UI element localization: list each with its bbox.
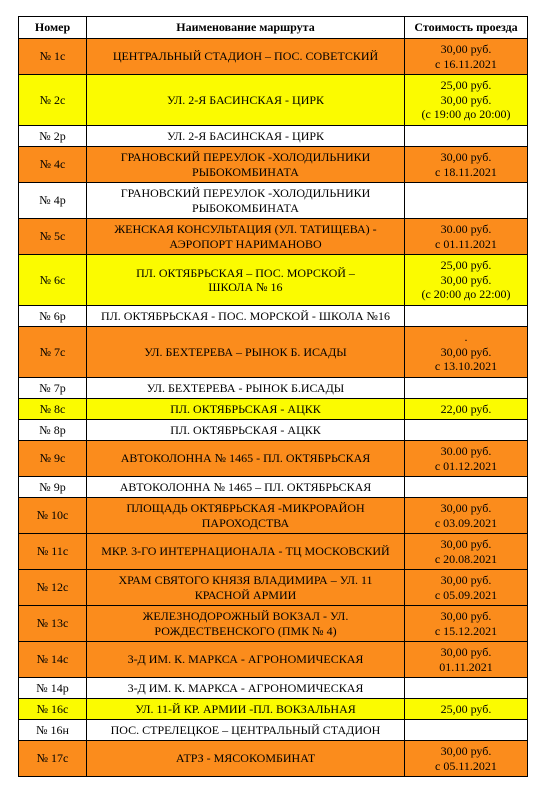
route-name-cell: УЛ. БЕХТЕРЕВА - РЫНОК Б.ИСАДЫ [87, 378, 405, 399]
table-row [19, 642, 528, 678]
route-number-cell: № 13с [19, 606, 87, 642]
route-name-cell: ГРАНОВСКИЙ ПЕРЕУЛОК -ХОЛОДИЛЬНИКИ РЫБОКОМБИНАТА [87, 147, 405, 183]
route-number-cell: № 14с [19, 642, 87, 678]
route-name-cell: АВТОКОЛОННА № 1465 – ПЛ. ОКТЯБРЬСКАЯ [87, 477, 405, 498]
route-name-cell: ПЛОЩАДЬ ОКТЯБРЬСКАЯ -МИКРОРАЙОН ПАРОХОДСТВА [87, 498, 405, 534]
table-row [19, 183, 528, 219]
table-row [19, 420, 528, 441]
fare-cell [405, 183, 528, 219]
route-name-cell: УЛ. 2-Я БАСИНСКАЯ - ЦИРК [87, 75, 405, 126]
fare-cell: 30.00 руб. с 01.12.2021 [405, 441, 528, 477]
fare-cell [405, 306, 528, 327]
table-row [19, 219, 528, 255]
table-row [19, 699, 528, 720]
route-number-cell: № 9р [19, 477, 87, 498]
fare-cell: 22,00 руб. [405, 399, 528, 420]
fare-cell: 30.00 руб. с 01.11.2021 [405, 219, 528, 255]
route-number-cell: № 10с [19, 498, 87, 534]
route-number-cell: № 14р [19, 678, 87, 699]
route-name-cell: ЖЕЛЕЗНОДОРОЖНЫЙ ВОКЗАЛ - УЛ. РОЖДЕСТВЕНСКОГО (ПМК № 4) [87, 606, 405, 642]
route-number-cell: № 2р [19, 126, 87, 147]
table-row [19, 606, 528, 642]
route-number-cell: № 7р [19, 378, 87, 399]
fare-cell: 30,00 руб. с 15.12.2021 [405, 606, 528, 642]
table-row [19, 378, 528, 399]
route-name-cell: 3-Д ИМ. К. МАРКСА - АГРОНОМИЧЕСКАЯ [87, 642, 405, 678]
route-name-cell: ХРАМ СВЯТОГО КНЯЗЯ ВЛАДИМИРА – УЛ. 11 КРАСНОЙ АРМИИ [87, 570, 405, 606]
route-number-cell: № 16н [19, 720, 87, 741]
table-row [19, 39, 528, 75]
fare-cell [405, 477, 528, 498]
table-row [19, 306, 528, 327]
route-number-cell: № 4с [19, 147, 87, 183]
route-name-cell: ПЛ. ОКТЯБРЬСКАЯ – ПОС. МОРСКОЙ – ШКОЛА № 16 [87, 255, 405, 306]
fare-cell: 25,00 руб. [405, 699, 528, 720]
fare-cell [405, 720, 528, 741]
fare-cell [405, 378, 528, 399]
fare-cell: 30,00 руб. 01.11.2021 [405, 642, 528, 678]
route-number-cell: № 16с [19, 699, 87, 720]
route-number-cell: № 8с [19, 399, 87, 420]
route-name-cell: 3-Д ИМ. К. МАРКСА - АГРОНОМИЧЕСКАЯ [87, 678, 405, 699]
route-number-cell: № 5с [19, 219, 87, 255]
fare-cell: 25,00 руб. 30,00 руб. (с 20:00 до 22:00) [405, 255, 528, 306]
fare-cell: 30,00 руб. с 05.09.2021 [405, 570, 528, 606]
routes-table [18, 16, 528, 777]
table-row [19, 75, 528, 126]
table-row [19, 327, 528, 378]
fare-cell [405, 420, 528, 441]
fare-cell [405, 678, 528, 699]
route-number-cell: № 6р [19, 306, 87, 327]
fare-cell [405, 126, 528, 147]
route-number-cell: № 9с [19, 441, 87, 477]
table-row [19, 498, 528, 534]
table-row [19, 477, 528, 498]
route-name-cell: УЛ. 11-Й КР. АРМИИ -ПЛ. ВОКЗАЛЬНАЯ [87, 699, 405, 720]
table-row [19, 741, 528, 777]
route-number-cell: № 12с [19, 570, 87, 606]
table-row [19, 570, 528, 606]
route-number-cell: № 1с [19, 39, 87, 75]
route-number-cell: № 11с [19, 534, 87, 570]
route-number-cell: № 8р [19, 420, 87, 441]
fare-cell: 30,00 руб. с 18.11.2021 [405, 147, 528, 183]
table-row [19, 126, 528, 147]
route-number-cell: № 17с [19, 741, 87, 777]
table-row [19, 147, 528, 183]
route-name-cell: ГРАНОВСКИЙ ПЕРЕУЛОК -ХОЛОДИЛЬНИКИ РЫБОКОМБИНАТА [87, 183, 405, 219]
route-name-cell: ЦЕНТРАЛЬНЫЙ СТАДИОН – ПОС. СОВЕТСКИЙ [87, 39, 405, 75]
route-name-cell: ПЛ. ОКТЯБРЬСКАЯ - АЦКК [87, 399, 405, 420]
route-number-cell: № 7с [19, 327, 87, 378]
route-name-cell: ПОС. СТРЕЛЕЦКОЕ – ЦЕНТРАЛЬНЫЙ СТАДИОН [87, 720, 405, 741]
fare-cell: 30,00 руб. с 20.08.2021 [405, 534, 528, 570]
route-name-cell: УЛ. 2-Я БАСИНСКАЯ - ЦИРК [87, 126, 405, 147]
route-name-cell: МКР. 3-ГО ИНТЕРНАЦИОНАЛА - ТЦ МОСКОВСКИЙ [87, 534, 405, 570]
header-route-name: Наименование маршрута [87, 17, 405, 39]
route-name-cell: ПЛ. ОКТЯБРЬСКАЯ - ПОС. МОРСКОЙ - ШКОЛА №16 [87, 306, 405, 327]
table-row [19, 399, 528, 420]
table-row [19, 255, 528, 306]
table-row [19, 534, 528, 570]
route-number-cell: № 2с [19, 75, 87, 126]
route-number-cell: № 4р [19, 183, 87, 219]
route-name-cell: УЛ. БЕХТЕРЕВА – РЫНОК Б. ИСАДЫ [87, 327, 405, 378]
fare-cell: 25,00 руб. 30,00 руб. (с 19:00 до 20:00) [405, 75, 528, 126]
route-name-cell: АТРЗ - МЯСОКОМБИНАТ [87, 741, 405, 777]
table-row [19, 678, 528, 699]
route-name-cell: ЖЕНСКАЯ КОНСУЛЬТАЦИЯ (УЛ. ТАТИЩЕВА) - АЭРОПОРТ НАРИМАНОВО [87, 219, 405, 255]
header-fare: Стоимость проезда [405, 17, 528, 39]
route-name-cell: ПЛ. ОКТЯБРЬСКАЯ - АЦКК [87, 420, 405, 441]
route-number-cell: № 6с [19, 255, 87, 306]
fare-cell: 30,00 руб. с 03.09.2021 [405, 498, 528, 534]
header-number: Номер [19, 17, 87, 39]
header-row [19, 17, 528, 39]
fare-cell: 30,00 руб. с 16.11.2021 [405, 39, 528, 75]
fare-cell: . 30,00 руб. с 13.10.2021 [405, 327, 528, 378]
table-row [19, 441, 528, 477]
table-row [19, 720, 528, 741]
route-name-cell: АВТОКОЛОННА № 1465 - ПЛ. ОКТЯБРЬСКАЯ [87, 441, 405, 477]
fare-cell: 30,00 руб. с 05.11.2021 [405, 741, 528, 777]
